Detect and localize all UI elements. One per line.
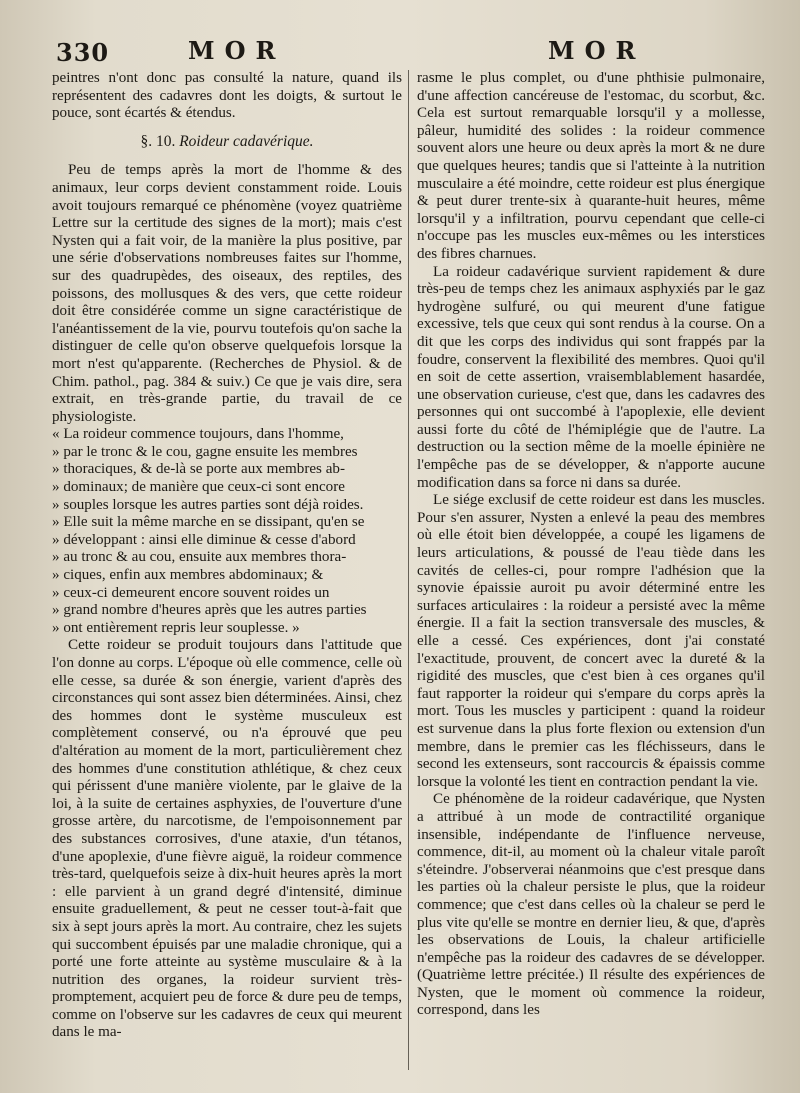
quote-line: « La roideur commence toujours, dans l'homme, — [52, 426, 344, 443]
quote-line: » développant : ainsi elle diminue & cesse d'abord — [52, 531, 356, 548]
paragraph-2: Cette roideur se produit toujours dans l'attitude que l'on donne au corps. L'époque où elle commence, celle où elle cesse, sa durée & son énergie, varient d'après des circonstances qui sont assez bien déterminées. Ainsi, chez des hommes dont le système musculeux est complètement conservé, ou n'a éprouvé que peu d'altération au moment de la mort, particulièrement chez des hommes d'une constitution athlétique, & chez ceux qui périssent d'une manière violente, par le glaive de la loi, à la suite de certaines asphyxies, de l'ouverture d'une grosse artère, du narcotisme, de l'empoisonnement par des substances corrosives, d'une ataxie, d'un tétanos, d'une apoplexie, d'une fièvre aiguë, la roideur commence très-tard, quelquefois seize à dix-huit heures après la mort : elle parvient à un grand degré d'intensité, diminue ensuite graduellement, & peut ne cesser tout-à-fait que six à sept jours après la mort. Au contraire, chez les sujets qui succombent épuisés par une maladie chronique, qui a porté une forte atteinte au système musculaire & à la nutrition des organes, la roideur survient très-promptement, acquiert peu de force & dure peu de temps, comme on l'observe sur les cadavres de ceux qui meurent dans le ma- — [52, 637, 402, 1041]
quote-line: » par le tronc & le cou, gagne ensuite les membres — [52, 443, 358, 460]
quote-line: » dominaux; de manière que ceux-ci sont encore — [52, 479, 345, 496]
quote-line: » thoraciques, & de-là se porte aux membres ab- — [52, 461, 345, 478]
quote-line: » grand nombre d'heures après que les autres parties — [52, 602, 367, 619]
quote-line: » au tronc & au cou, ensuite aux membres thora- — [52, 549, 347, 566]
left-column — [52, 70, 402, 1042]
running-head-right: MOR — [548, 36, 646, 65]
right-column — [417, 70, 765, 1020]
section-number: §. 10. — [140, 132, 176, 150]
paragraph-4: La roideur cadavérique survient rapidement & dure très-peu de temps chez les animaux asphyxiés par le gaz hydrogène sulfuré, ou qui meurent d'une fatigue excessive, tels que ceux qui sont rendus à la course. On a dit que les corps des individus qui sont frappés par la foudre, conservent la flexibilité des membres. Quoi qu'il en soit de cette assertion, vraisemblablement hasardée, une observation curieuse, c'est que, dans les cadavres des personnes qui ont succombé à l'apoplexie, elle devient aussi forte du côté de l'hémiplégie que de l'autre. La destruction ou la section même de la moelle épinière ne l'empêche pas de se développer, & n'apporte aucune modification dans sa force ni dans sa durée. — [417, 263, 765, 491]
section-title: Roideur cadavérique. — [179, 132, 314, 150]
intro-paragraph: peintres n'ont donc pas consulté la nature, quand ils représentent des cadavres dont les doigts, & surtout le pouce, sont écartés & étendus. — [52, 70, 402, 122]
running-head-left: MOR — [188, 36, 286, 65]
paragraph-5: Le siége exclusif de cette roideur est dans les muscles. Pour s'en assurer, Nysten a enlevé la peau des membres où elle étoit bien développée, a coupé les ligamens de leurs articulations, & poussé de l'eau tiède dans les cavités de celles-ci, pour rompre l'adhésion que la synovie épaissie auroit pu avoir déterminé entre les surfaces articulaires : la roideur a persisté avec la même énergie. Il a fait la section transversale des muscles, & elle a cessé. Ces expériences, dont j'ai constaté l'exactitude, prouvent, de concert avec la dureté & la rigidité des muscles, que c'est bien à ces organes qu'il faut rapporter la roideur qui s'empare du corps après la mort. Tous les muscles y participent : quand la roideur est survenue dans la plus forte flexion ou extension d'un membre, dans le premier cas les fléchisseurs, dans le second les extenseurs, sont raccourcis & épaissis comme lorsque la volonté les tient en contraction pendant la vie. — [417, 492, 765, 790]
quote-line: » ont entièrement repris leur souplesse. » — [52, 619, 300, 636]
quote-line: » ceux-ci demeurent encore souvent roides un — [52, 584, 330, 601]
paragraph-3: rasme le plus complet, ou d'une phthisie pulmonaire, d'une affection cancéreuse de l'estomac, du scorbut, &c. Cela est surtout remarquable lorsqu'il y a mollesse, pâleur, humidité des solides : la roideur commence souvent alors une heure ou deux après la mort & ne dure que quelques heures; tandis que si l'atteinte à la nutrition musculaire a été moindre, cette roideur est plus énergique & peut durer trente-six à quarante-huit heures, même lorsqu'il y a infiltration, pourvu cependant que celle-ci n'occupe pas les muscles eux-mêmes ou les interstices des fibres charnues. — [417, 70, 766, 262]
paragraph-1: Peu de temps après la mort de l'homme & des animaux, leur corps devient constamment roide. Louis avoit toujours remarqué ce phénomène (voyez quatrième Lettre sur la certitude des signes de la mort); mais c'est Nysten qui a fait voir, de la manière la plus positive, par une série d'observations nombreuses faites sur l'homme, sur des quadrupèdes, des oiseaux, des reptiles, des poissons, des mollusques & des vers, que cette roideur doit être considérée comme un signe caractéristique de l'anéantissement de la vie, pourvu toutefois qu'on sache la distinguer de celle qu'on observe quelquefois lorsque la mort n'est qu'apparente. (Recherches de Physiol. & de Chim. pathol., pag. 384 & suiv.) Ce que je vais dire, sera extrait, en très-grande partie, du travail de ce physiologiste. — [52, 162, 402, 425]
column-divider — [408, 70, 409, 1070]
section-heading — [52, 133, 402, 151]
quote-line: » ciques, enfin aux membres abdominaux; & — [52, 567, 324, 584]
page-number: 330 — [56, 38, 110, 67]
quote-line: » Elle suit la même marche en se dissipant, qu'en se — [52, 514, 365, 531]
page-header — [0, 34, 800, 70]
quote-line: » souples lorsque les autres parties sont déjà roides. — [52, 496, 364, 513]
paragraph-6: Ce phénomène de la roideur cadavérique, que Nysten a attribué à un mode de contractilité organique insensible, indépendante de l'influence nerveuse, commence, dit-il, au moment où la chaleur vitale paroît s'éteindre. J'observerai néanmoins que c'est presque dans les parties où la chaleur persiste le plus, que la roideur commence; que c'est dans celles où la chaleur se perd le plus vite qu'elle se montre en dernier lieu, & que, d'après les observations de Louis, la chaleur artificielle n'empêche pas la roideur des cadavres de se développer. (Quatrième lettre précitée.) Il résulte des expériences de Nysten, que le moment où commence la roideur, correspond, dans les — [417, 791, 765, 1019]
quotation — [52, 426, 402, 637]
